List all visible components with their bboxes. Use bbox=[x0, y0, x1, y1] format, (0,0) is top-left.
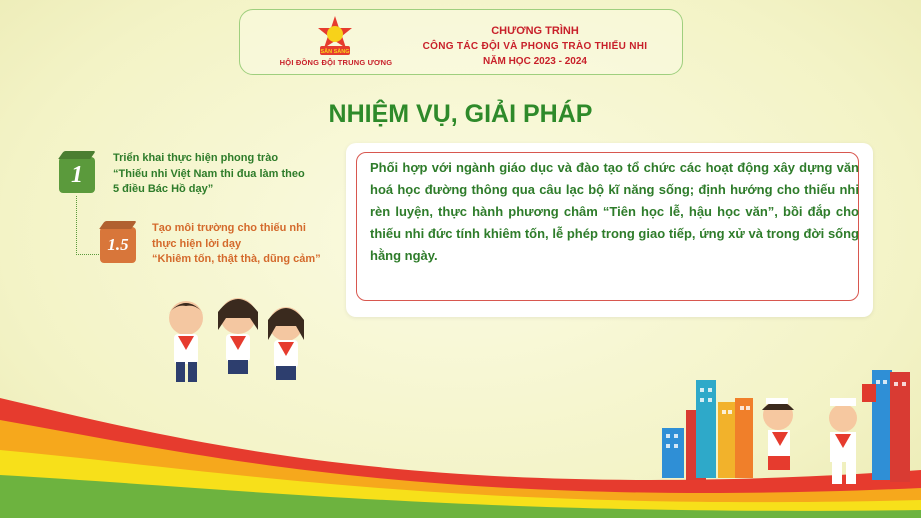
step-1-line-1: Triển khai thực hiện phong trào bbox=[113, 152, 279, 164]
content-text: Phối hợp với ngành giáo dục và đào tạo tổ chức các hoạt động xây dựng văn hoá học đường thông qua câu lạc bộ kĩ năng sống; định hướng cho thiếu nhi rèn luyện, thực hành phương châm “Tiên học lễ, hậu học văn”, bồi đắp cho thiếu nhi đức tính khiêm tốn, lễ phép trong giao tiếp, ứng xử và trong đời sống hằng ngày. bbox=[370, 160, 859, 263]
step-number-badge-1 bbox=[59, 157, 95, 193]
step-2-line-3: “Khiêm tốn, thật thà, dũng cảm” bbox=[152, 253, 321, 265]
step-number-badge-2 bbox=[100, 227, 136, 263]
logo-text: SẴN SÀNG bbox=[320, 49, 350, 55]
step-1-line-3: 5 điều Bác Hồ dạy” bbox=[113, 183, 214, 195]
step-2-line-1: Tạo môi trường cho thiếu nhi bbox=[152, 222, 306, 234]
program-header bbox=[239, 9, 683, 75]
program-line2: CÔNG TÁC ĐỘI VÀ PHONG TRÀO THIẾU NHI bbox=[422, 41, 648, 52]
page-title: NHIỆM VỤ, GIẢI PHÁP bbox=[328, 100, 593, 128]
youth-union-logo-icon bbox=[312, 14, 358, 58]
step-2-text bbox=[152, 221, 321, 268]
program-line3: NĂM HỌC 2023 - 2024 bbox=[483, 56, 587, 67]
program-line1: CHƯƠNG TRÌNH bbox=[491, 25, 579, 37]
step-2-line-2: thực hiện lời dạy bbox=[152, 237, 242, 250]
step-connector bbox=[76, 196, 99, 255]
step-number-1: 1 bbox=[71, 161, 83, 188]
step-1-text bbox=[113, 151, 305, 198]
content-card bbox=[346, 143, 873, 317]
org-name: HỘI ĐỒNG ĐỘI TRUNG ƯƠNG bbox=[279, 58, 393, 67]
program-title bbox=[408, 24, 662, 69]
step-number-2: 1.5 bbox=[107, 235, 129, 254]
step-1-line-2: “Thiếu nhi Việt Nam thi đua làm theo bbox=[113, 167, 305, 180]
running-kids-illustration bbox=[762, 398, 857, 484]
city-buildings bbox=[662, 370, 910, 482]
students-illustration bbox=[168, 298, 304, 382]
